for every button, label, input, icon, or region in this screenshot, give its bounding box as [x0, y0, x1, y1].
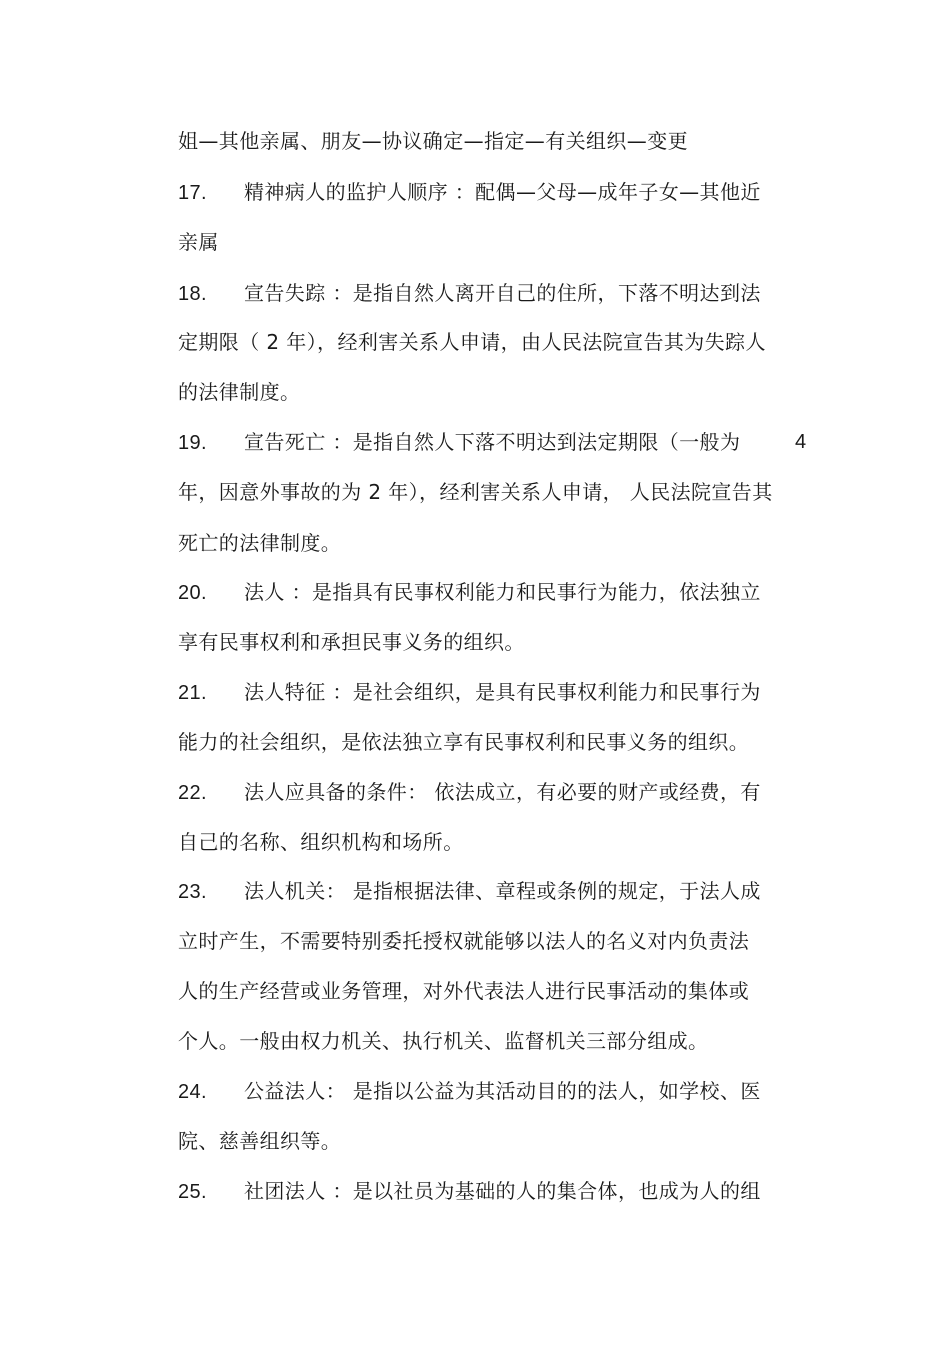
line-text: 死亡的法律制度。 [178, 531, 342, 555]
text-line [178, 1126, 828, 1156]
line-text: 享有民事权利和承担民事义务的组织。 [178, 630, 525, 654]
list-item-23 [178, 876, 828, 906]
list-item-19 [178, 427, 828, 457]
text-line [178, 627, 828, 657]
line-text: 法人 ：是指具有民事权利能力和民事行为能力，依法独立 [244, 580, 761, 604]
text-line [178, 327, 828, 357]
text-line [178, 477, 828, 507]
text-line [178, 227, 828, 257]
line-text: 姐—其他亲属、朋友—协议确定—指定—有关组织—变更 [178, 129, 688, 153]
line-text: 宣告失踪 ：是指自然人离开自己的住所，下落不明达到法 [244, 281, 761, 305]
line-text: 立时产生，不需要特别委托授权就能够以法人的名义对内负责法 [178, 929, 750, 953]
line-text: 的法律制度。 [178, 380, 301, 404]
list-item-18 [178, 278, 828, 308]
text-line [178, 377, 828, 407]
line-text: 精神病人的监护人顺序 ：配偶—父母—成年子女—其他近 [244, 180, 761, 204]
item-number: 19. [178, 432, 208, 454]
item-number: 21. [178, 682, 208, 704]
item-number: 25. [178, 1181, 208, 1203]
text-line [178, 727, 828, 757]
line-text: 宣告死亡 ：是指自然人下落不明达到法定期限（一般为 [244, 430, 741, 454]
line-text: 能力的社会组织，是依法独立享有民事权利和民事义务的组织。 [178, 730, 750, 754]
list-item-20 [178, 577, 828, 607]
line-text: 自己的名称、组织机构和场所。 [178, 830, 464, 854]
list-item-24 [178, 1076, 828, 1106]
list-item-21 [178, 677, 828, 707]
item-number: 23. [178, 881, 208, 903]
list-item-17 [178, 177, 828, 207]
line-text: 社团法人 ：是以社员为基础的人的集合体，也成为人的组 [244, 1179, 761, 1203]
line-text: 个人。一般由权力机关、执行机关、监督机关三部分组成。 [178, 1029, 709, 1053]
line-text: 亲属 [178, 230, 219, 254]
text-line [178, 827, 828, 857]
item-number: 18. [178, 283, 208, 305]
line-text: 院、慈善组织等。 [178, 1129, 342, 1153]
text-line [178, 126, 828, 156]
text-line [178, 1026, 828, 1056]
line-text: 法人特征 ：是社会组织，是具有民事权利能力和民事行为 [244, 680, 761, 704]
text-line [178, 926, 828, 956]
line-text: 公益法人： 是指以公益为其活动目的的法人，如学校、医 [244, 1079, 761, 1103]
line-text: 法人应具备的条件： 依法成立，有必要的财产或经费，有 [244, 780, 761, 804]
line-trailing-number: 4 [795, 431, 807, 453]
line-text: 年，因意外事故的为 2 年），经利害关系人申请， 人民法院宣告其 [178, 480, 773, 504]
item-number: 22. [178, 782, 208, 804]
line-text: 法人机关： 是指根据法律、章程或条例的规定，于法人成 [244, 879, 761, 903]
text-line [178, 976, 828, 1006]
line-text: 人的生产经营或业务管理，对外代表法人进行民事活动的集体或 [178, 979, 750, 1003]
item-number: 24. [178, 1081, 208, 1103]
line-text: 定期限（ 2 年），经利害关系人申请，由人民法院宣告其为失踪人 [178, 330, 766, 354]
text-line [178, 528, 828, 558]
list-item-25 [178, 1176, 828, 1206]
item-number: 20. [178, 582, 208, 604]
list-item-22 [178, 777, 828, 807]
item-number: 17. [178, 182, 208, 204]
